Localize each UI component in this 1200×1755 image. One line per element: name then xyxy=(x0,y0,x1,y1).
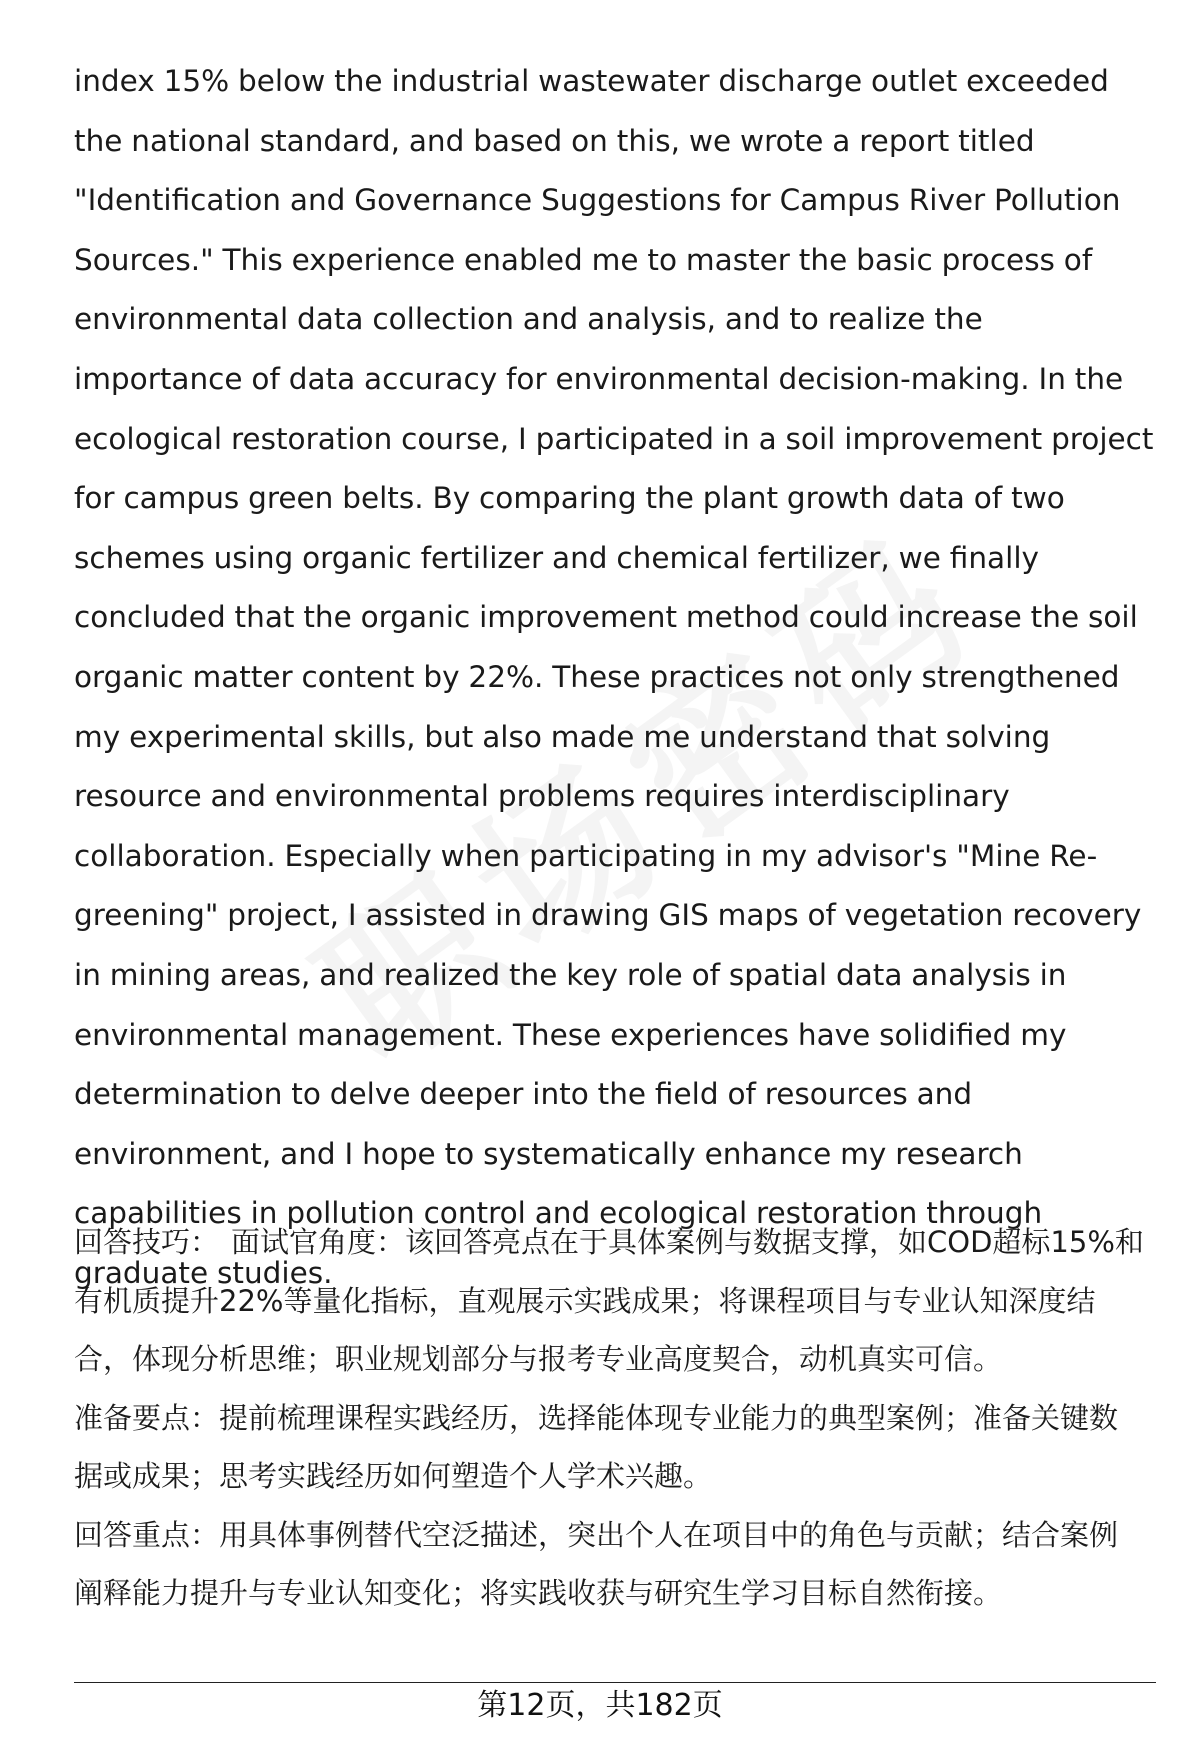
answer-focus-tip xyxy=(74,1506,1144,1623)
answer-skill-label: 回答技巧： xyxy=(74,1225,220,1259)
page-number: 第12页，共182页 xyxy=(477,1688,723,1723)
footer-divider xyxy=(74,1682,1156,1683)
answer-tips-section xyxy=(74,1213,1144,1623)
answer-focus-label: 回答重点： xyxy=(74,1517,220,1552)
answer-skill-tip xyxy=(74,1213,1144,1389)
preparation-points-tip xyxy=(74,1389,1144,1506)
answer-focus-text: 用具体事例替代空泛描述，突出个人在项目中的角色与贡献；结合案例阐释能力提升与专业认知变化；将实践收获与研究生学习目标自然衔接。 xyxy=(74,1517,1119,1610)
preparation-points-label: 准备要点： xyxy=(74,1400,220,1435)
answer-skill-text: 面试官角度：该回答亮点在于具体案例与数据支撑，如COD超标15%和有机质提升22%等量化指标，直观展示实践成果；将课程项目与专业认知深度结合，体现分析思维；职业规划部分与报考专业高度契合，动机真实可信。 xyxy=(74,1225,1144,1376)
body-paragraph: index 15% below the industrial wastewater discharge outlet exceeded the national standard, and based on this, we wrote a report titled "Identification and Governance Suggestions for Campus River Pollution Sources." This experience enabled me to master the basic process of environmental data collection and analysis, and to realize the importance of data accuracy for environmental decision-making. In the ecological restoration course, I participated in a soil improvement project for campus green belts. By comparing the plant growth data of two schemes using organic fertilizer and chemical fertilizer, we finally concluded that the organic improvement method could increase the soil organic matter content by 22%. These practices not only strengthened my experimental skills, but also made me understand that solving resource and environmental problems requires interdisciplinary collaboration. Especially when participating in my advisor's "Mine Re-greening" project, I assisted in drawing GIS maps of vegetation recovery in mining areas, and realized the key role of spatial data analysis in environmental management. These experiences have solidified my determination to delve deeper into the field of resources and environment, and I hope to systematically enhance my research capabilities in pollution control and ecological restoration through graduate studies. xyxy=(74,64,1154,1290)
preparation-points-text: 提前梳理课程实践经历，选择能体现专业能力的典型案例；准备关键数据或成果；思考实践经历如何塑造个人学术兴趣。 xyxy=(74,1400,1119,1493)
